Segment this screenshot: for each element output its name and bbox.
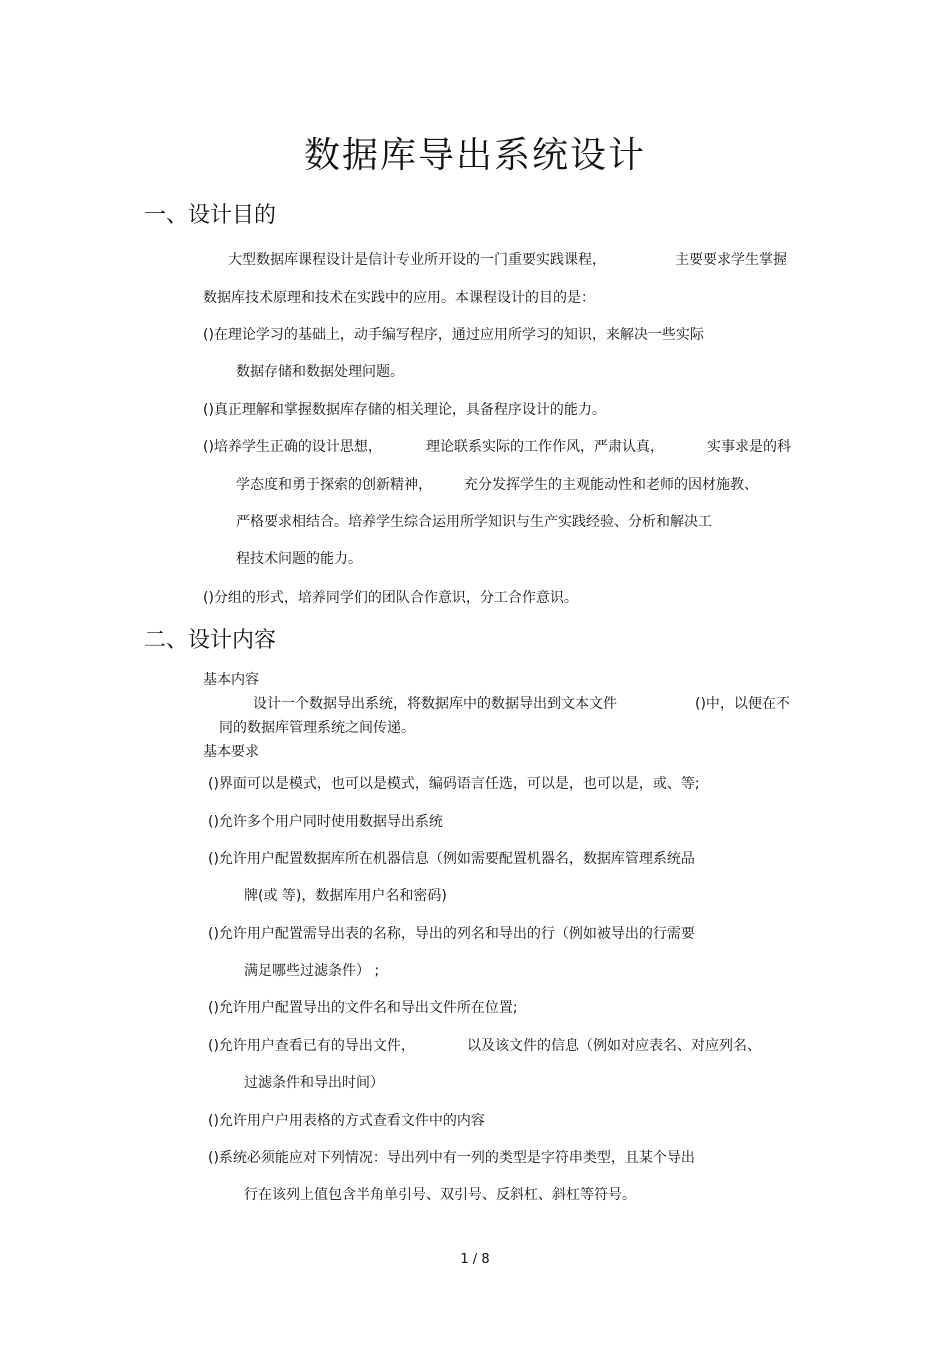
list-item: 理论联系实际的工作作风，严肃认真， [426, 439, 664, 455]
paragraph-line: 同的数据库管理系统之间传递。 [219, 720, 415, 736]
list-item-continuation: 数据存储和数据处理问题。 [236, 364, 404, 380]
paragraph-line: 主要要求学生掌握 [675, 252, 787, 268]
list-item-continuation: 严格要求相结合。培养学生综合运用所学知识与生产实践经验、分析和解决工 [236, 514, 712, 530]
list-item-continuation: 学态度和勇于探索的创新精神， [236, 477, 432, 493]
list-item: ()分组的形式，培养同学们的团队合作意识，分工合作意识。 [203, 590, 578, 606]
section1-heading: 一、设计目的 [144, 203, 277, 228]
list-item-continuation: 充分发挥学生的主观能动性和老师的因材施教、 [464, 477, 758, 493]
list-item-continuation: 牌(或 等)，数据库用户名和密码) [244, 888, 447, 904]
list-item: 实事求是的科 [707, 439, 791, 455]
list-item-continuation: 行在该列上值包含半角单引号、双引号、反斜杠、斜杠等符号。 [244, 1187, 636, 1203]
list-item: ()系统必须能应对下列情况：导出列中有一列的类型是字符串类型，且某个导出 [208, 1150, 695, 1166]
list-item-continuation: 过滤条件和导出时间） [244, 1075, 384, 1091]
subheading: 基本内容 [203, 672, 259, 688]
list-item-continuation: 程技术问题的能力。 [236, 551, 362, 567]
list-item: ()允许用户户用表格的方式查看文件中的内容 [208, 1113, 485, 1129]
paragraph-line: 大型数据库课程设计是信计专业所开设的一门重要实践课程， [228, 252, 606, 268]
list-item: ()真正理解和掌握数据库存储的相关理论，具备程序设计的能力。 [203, 402, 606, 418]
subheading: 基本要求 [203, 744, 259, 760]
paragraph-line: 数据库技术原理和技术在实践中的应用。本课程设计的目的是： [203, 290, 595, 306]
paragraph-line: ()中，以便在不 [695, 696, 790, 712]
list-item-continuation: 满足哪些过滤条件） ; [244, 963, 380, 979]
list-item: ()允许用户查看已有的导出文件， [208, 1038, 415, 1054]
list-item: ()培养学生正确的设计思想， [203, 439, 382, 455]
section2-heading: 二、设计内容 [144, 628, 277, 653]
paragraph-line: 设计一个数据导出系统，将数据库中的数据导出到文本文件 [253, 696, 617, 712]
list-item: ()允许用户配置数据库所在机器信息（例如需要配置机器名，数据库管理系统品 [208, 851, 695, 867]
document-title: 数据库导出系统设计 [303, 135, 646, 176]
list-item: ()允许用户配置需导出表的名称，导出的列名和导出的行（例如被导出的行需要 [208, 926, 695, 942]
list-item: ()在理论学习的基础上，动手编写程序，通过应用所学习的知识，来解决一些实际 [203, 327, 704, 343]
page-number: 1 / 8 [460, 1252, 490, 1267]
list-item: ()界面可以是模式，也可以是模式，编码语言任选，可以是，也可以是，或、等; [208, 776, 700, 792]
list-item: ()允许用户配置导出的文件名和导出文件所在位置; [208, 1000, 518, 1016]
list-item: ()允许多个用户同时使用数据导出系统 [208, 814, 443, 830]
list-item: 以及该文件的信息（例如对应表名、对应列名、 [467, 1038, 761, 1054]
